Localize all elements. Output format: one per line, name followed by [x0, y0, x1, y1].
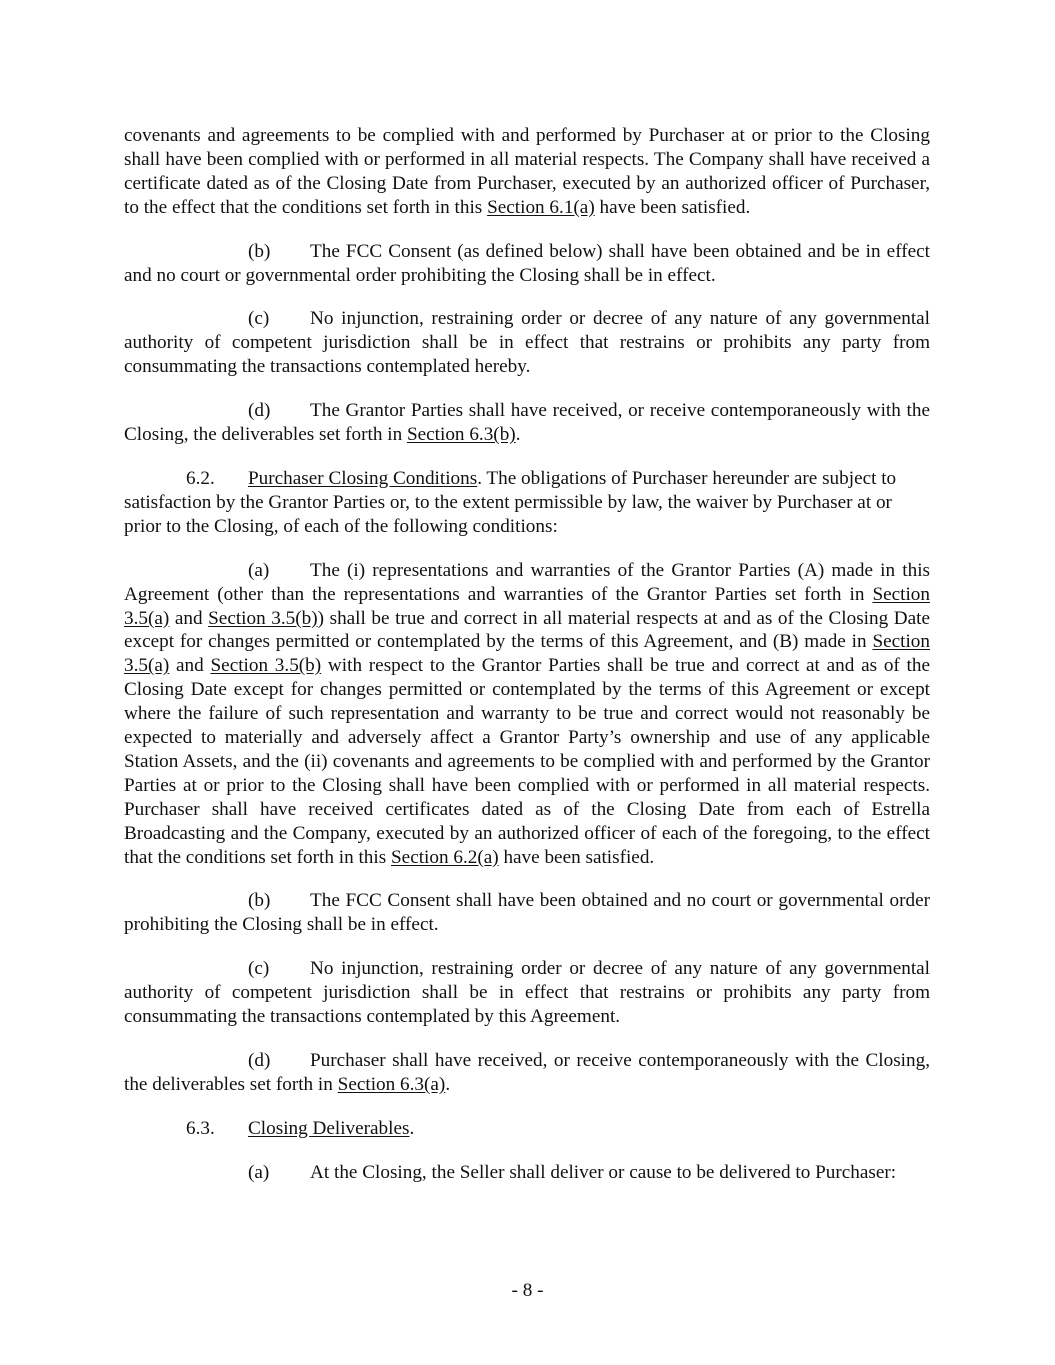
section-reference: Section 3.5(b) — [210, 655, 322, 677]
paragraph-label: (c) — [248, 958, 270, 980]
paragraph-text: ) shall be true and correct in all material respects at and as of the Closing Date except for changes permitted or contemplated by the terms of this Agreement, and (B) made in — [124, 607, 930, 653]
section-paragraph — [124, 1117, 930, 1141]
section-reference: Section 3.5(b) — [208, 607, 318, 629]
paragraph-text: with respect to the Grantor Parties shall be true and correct at and as of the Closing Date except for changes permitted or contemplated by the terms of this Agreement or except where the failure of such representation and warranty to be true and correct would not reasonably be expected to materially and adversely affect a Grantor Party’s ownership and use of any applicable Station Assets, and the (ii) covenants and agreements to be complied with and performed by the Grantor Parties at or prior to the Closing shall have been complied with or performed in all material respects. Purchaser shall have received certificates dated as of the Closing Date from each of Estrella Broadcasting and the Company, executed by an authorized officer of each of the foregoing, to the effect that the conditions set forth in this — [124, 655, 930, 868]
paragraph-label: 6.2. — [186, 467, 215, 489]
paragraph-text: No injunction, restraining order or decree of any nature of any governmental authority of competent jurisdiction shall be in effect that restrains or prohibits any party from consummating the transactions contemplated hereby. — [124, 308, 930, 378]
section-reference: Section 3.5(a) — [124, 631, 930, 677]
subsection-paragraph — [124, 240, 930, 288]
paragraph-text: and — [169, 607, 209, 629]
paragraph-text: . — [515, 424, 521, 446]
section-reference: Section 6.1(a) — [487, 196, 595, 218]
section-paragraph — [124, 467, 930, 539]
paragraph-label: (a) — [248, 1161, 270, 1183]
section-reference: Section 6.3(b) — [406, 424, 516, 446]
paragraph-text: covenants and agreements to be complied with and performed by Purchaser at or prior to the Closing shall have been complied with or performed in all material respects. The Company shall have received a certificate dated as of the Closing Date from Purchaser, executed by an authorized officer of Purchaser, to the effect that the conditions set forth in this — [124, 125, 930, 218]
paragraph-label: (a) — [248, 559, 270, 581]
paragraph-label: (d) — [248, 400, 271, 422]
paragraph-text: The FCC Consent shall have been obtained and no court or governmental order prohibiting the Closing shall be in effect. — [124, 890, 930, 936]
paragraph-label: (d) — [248, 1050, 271, 1071]
subsection-paragraph — [124, 559, 930, 870]
page-number: - 8 - — [511, 1280, 544, 1301]
paragraph-text: Purchaser shall have received, or receive contemporaneously with the Closing, the deliverables set forth in — [124, 1050, 930, 1095]
paragraph-label: 6.3. — [186, 1117, 215, 1139]
paragraph-text: The Grantor Parties shall have received, or receive contemporaneously with the Closing, the deliverables set forth in — [124, 400, 930, 446]
paragraph-text: The FCC Consent (as defined below) shall have been obtained and be in effect and no court or governmental order prohibiting the Closing shall be in effect. — [124, 240, 930, 286]
subsection-paragraph — [124, 399, 930, 447]
paragraph-text: No injunction, restraining order or decree of any nature of any governmental authority of competent jurisdiction shall be in effect that restrains or prohibits any party from consummating the transactions contemplated by this Agreement. — [124, 958, 930, 1028]
paragraph-label: (b) — [248, 240, 271, 262]
subsection-paragraph — [124, 1161, 930, 1185]
paragraph-text: At the Closing, the Seller shall deliver or cause to be delivered to Purchaser: — [310, 1161, 897, 1183]
paragraph-text: . The obligations of Purchaser hereunder are subject to satisfaction by the Grantor Parties or, to the extent permissible by law, the waiver by Purchaser at or prior to the Closing, of each of the following conditions: — [124, 467, 897, 537]
subsection-paragraph — [124, 889, 930, 937]
section-reference: Section 3.5(a) — [124, 583, 930, 629]
subsection-paragraph — [124, 957, 930, 1029]
paragraph-label: (b) — [248, 890, 271, 912]
paragraph-text: The (i) representations and warranties of the Grantor Parties (A) made in this Agreement (other than the representations and warranties of the Grantor Parties set forth in — [124, 559, 930, 605]
subsection-paragraph — [124, 1049, 930, 1097]
paragraph-text: have been satisfied. — [498, 846, 655, 868]
section-reference: Closing Deliverables — [248, 1117, 410, 1139]
section-reference: Purchaser Closing Conditions — [248, 467, 478, 489]
paragraph-text: . — [445, 1073, 451, 1095]
paragraph-label: (c) — [248, 308, 270, 330]
paragraph-text: and — [169, 655, 211, 677]
paragraph-text: have been satisfied. — [594, 196, 751, 218]
subsection-paragraph — [124, 307, 930, 379]
continued-paragraph — [124, 124, 930, 220]
section-reference: Section 6.2(a) — [391, 846, 499, 868]
document-body — [124, 124, 930, 1205]
paragraph-text: . — [409, 1117, 415, 1139]
section-reference: Section 6.3(a) — [337, 1073, 446, 1095]
